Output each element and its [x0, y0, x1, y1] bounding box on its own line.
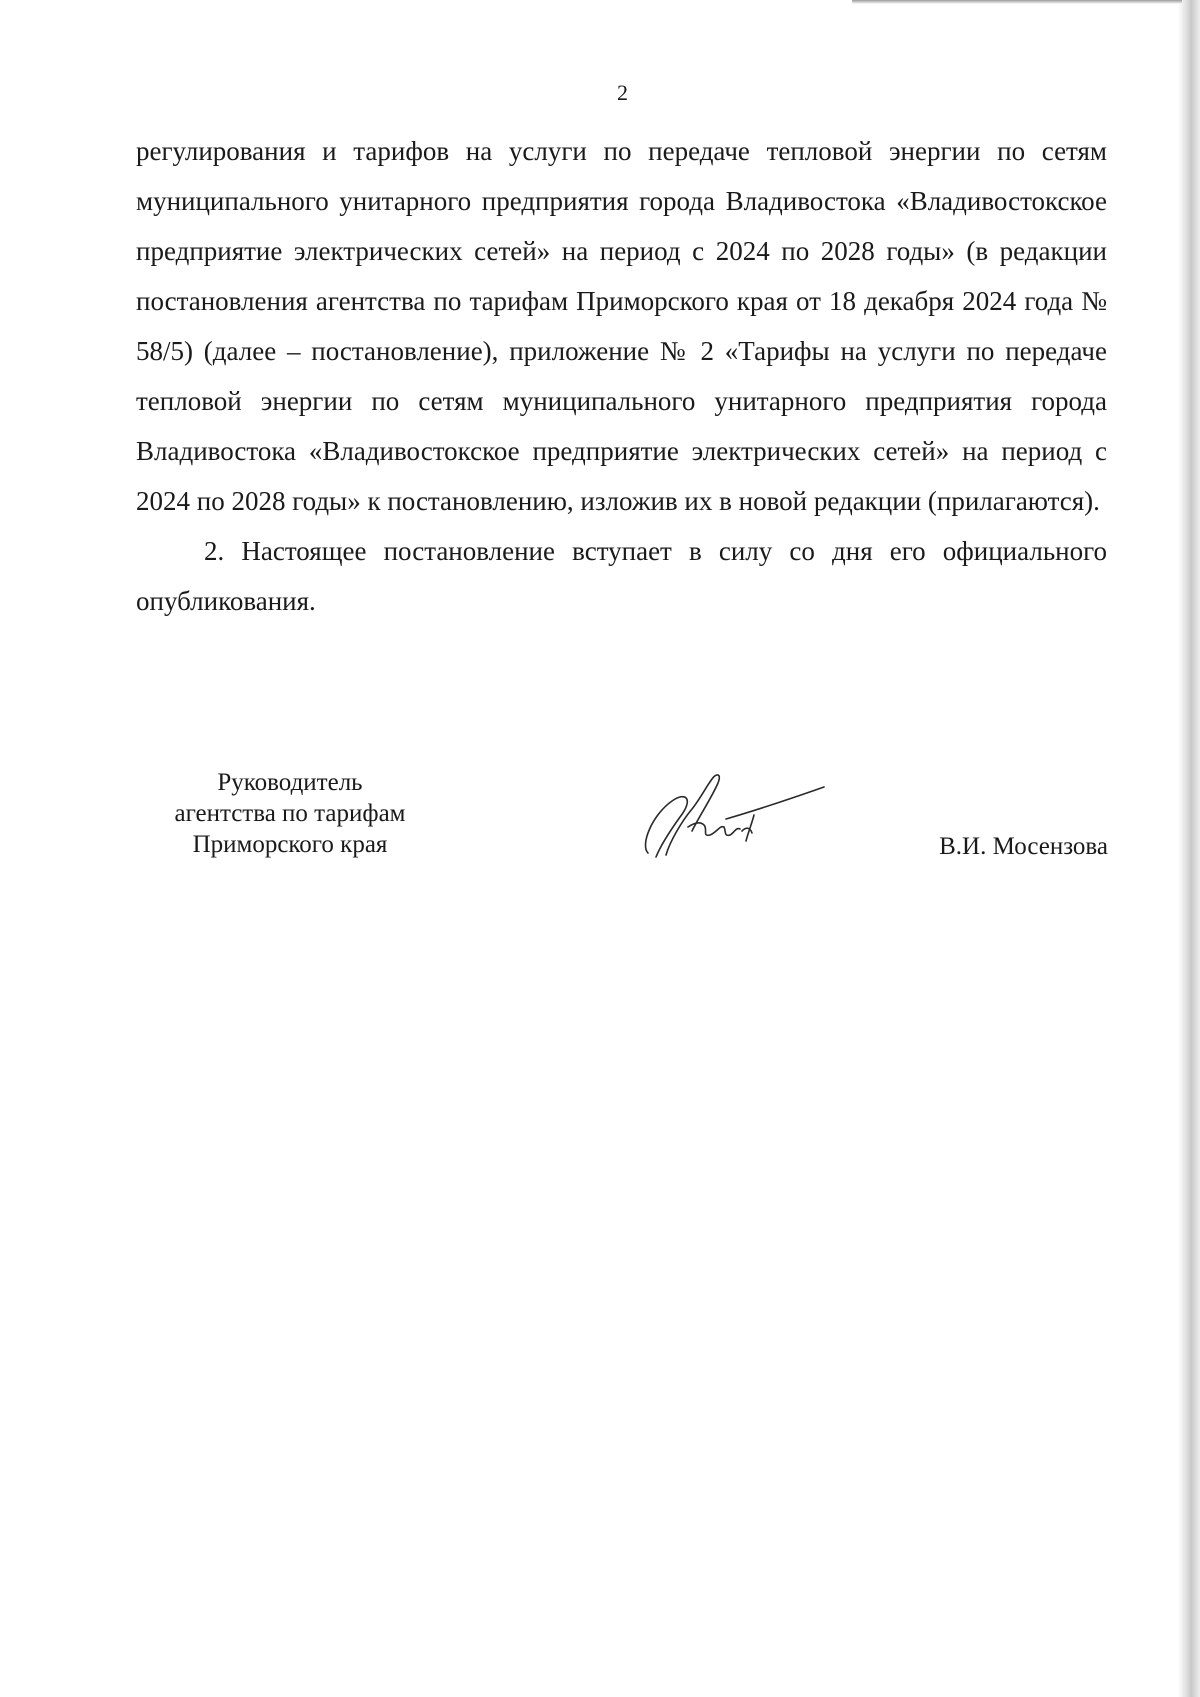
signatory-position-line: Руководитель [217, 769, 363, 796]
paragraph-continuation: регулирования и тарифов на услуги по передаче тепловой энергии по сетям муниципального унитарного предприятия города Владивостока «Владивостокское предприятие электрических сетей» на период с 2024 по 2028 годы» (в редакции постановления агентства по тарифам Приморского края от 18 декабря 2024 года № 58/5) (далее – постановление), приложение № 2 «Тарифы на услуги по передаче тепловой энергии по сетям муниципального унитарного предприятия города Владивостока «Владивостокское предприятие электрических сетей» на период с 2024 по 2028 годы» к постановлению, изложив их в новой редакции (прилагаются). [136, 136, 1107, 516]
handwritten-signature-icon [630, 757, 830, 867]
signatory-position [130, 767, 450, 860]
signatory-name: В.И. Мосензова [939, 833, 1108, 860]
document-body [136, 126, 1107, 626]
scan-edge-right [1178, 0, 1200, 1697]
paragraph-item-2: 2. Настоящее постановление вступает в силу со дня его официального опубликования. [136, 536, 1107, 616]
signatory-position-line: Приморского края [192, 831, 388, 858]
signature-block [130, 767, 1108, 887]
scan-edge-top [852, 0, 1182, 4]
signatory-position-line: агентства по тарифам [174, 800, 406, 827]
page-number: 2 [617, 80, 628, 105]
